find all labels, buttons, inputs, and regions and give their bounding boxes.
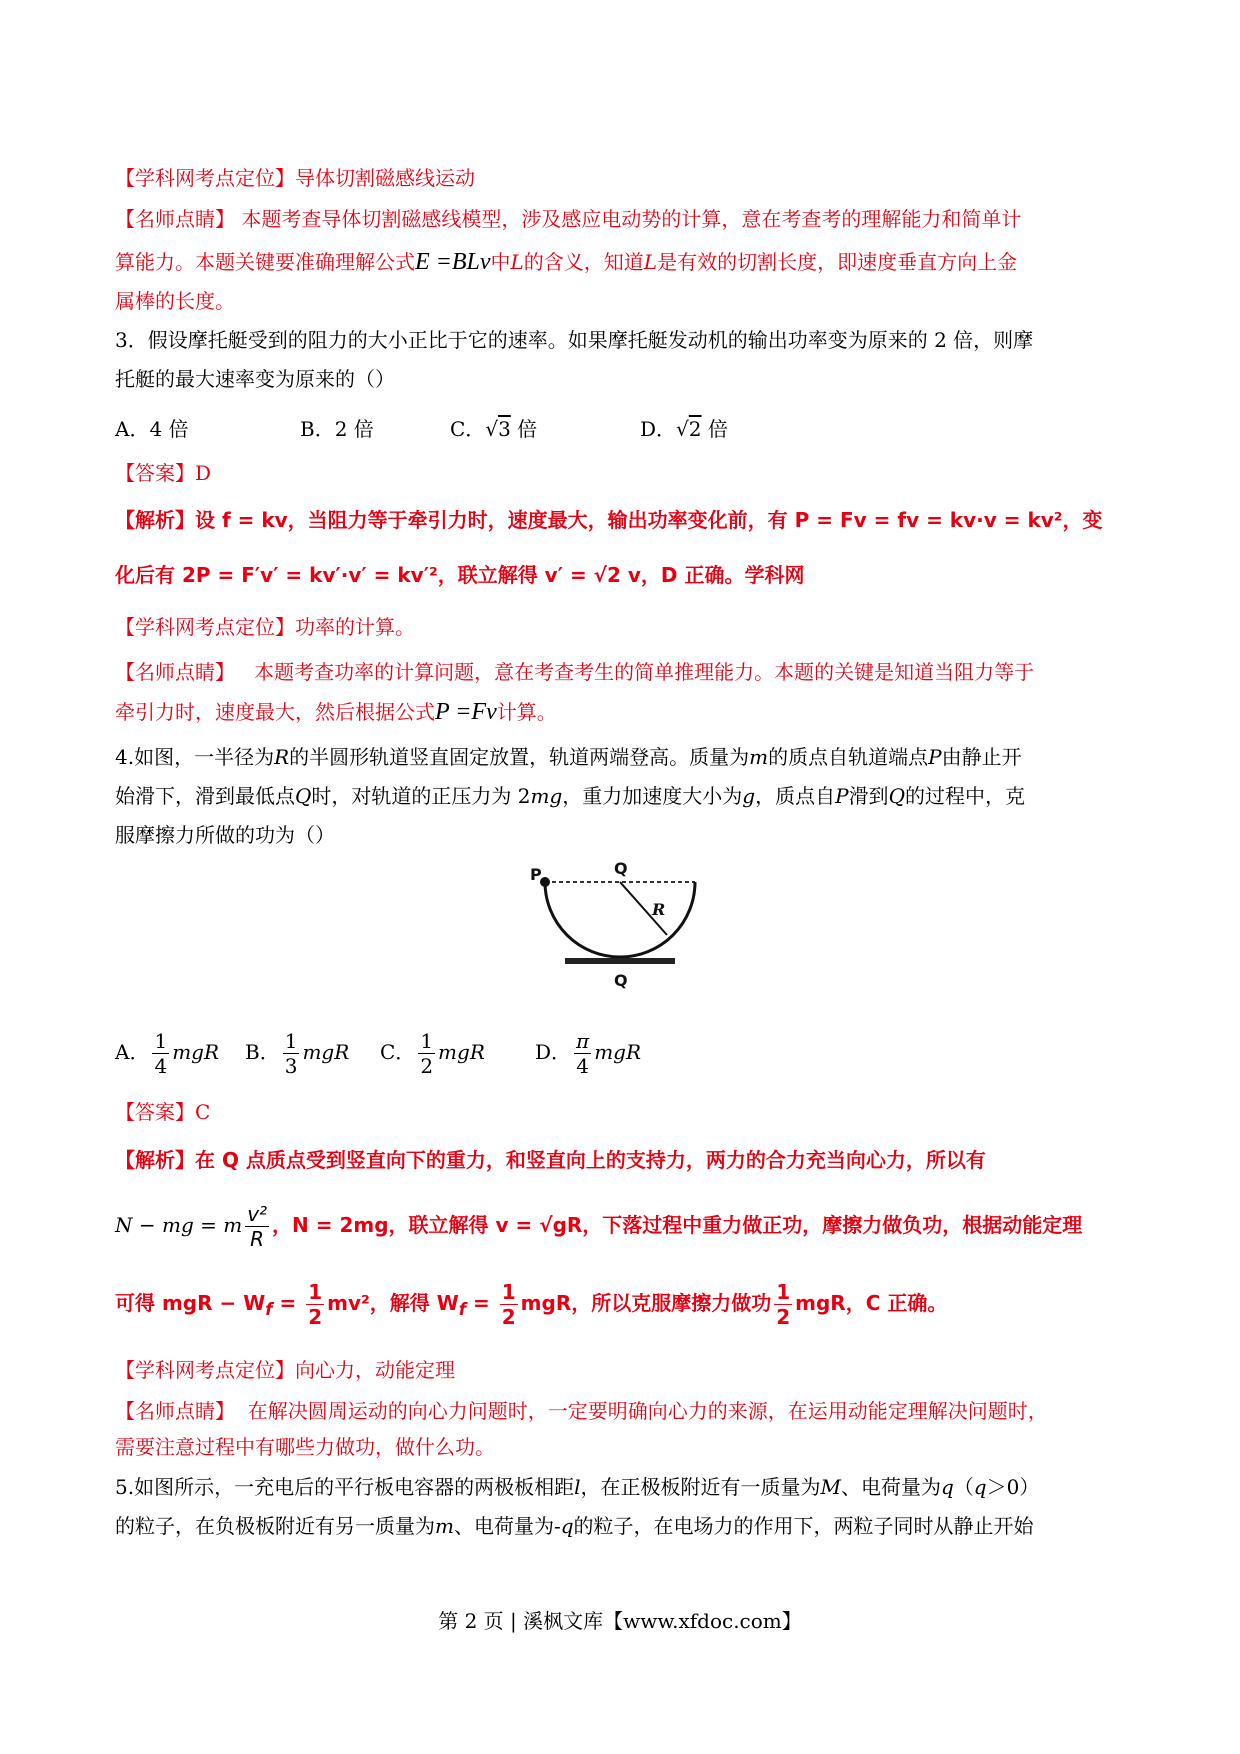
numerator: 1 bbox=[154, 1029, 168, 1053]
q3-topic-line bbox=[115, 612, 1130, 642]
q2-tip-line-2 bbox=[115, 247, 1130, 277]
option-d bbox=[535, 1022, 641, 1082]
option-unit: 倍 bbox=[707, 417, 728, 441]
denominator: R bbox=[250, 1227, 265, 1251]
var-l: L bbox=[643, 250, 658, 274]
var-mgr: mgR bbox=[172, 1040, 220, 1064]
var-p: P bbox=[835, 784, 849, 808]
semicircle-track-figure bbox=[530, 860, 720, 1010]
tip-text: 是有效的切割长度，即速度垂直方向上金 bbox=[657, 250, 1018, 274]
stem-text: 的半圆形轨道竖直固定放置，轨道两端登高。质量为 bbox=[289, 745, 750, 769]
option-b: B．2 倍 bbox=[300, 417, 374, 441]
analysis-text: mgR，所以克服摩擦力做功 bbox=[520, 1291, 772, 1315]
q3-analysis-1 bbox=[115, 505, 1130, 535]
var-l: l bbox=[574, 1475, 581, 1499]
q4-answer bbox=[115, 1097, 1130, 1127]
semicircle-track-diagram bbox=[530, 860, 720, 1010]
option-label: C． bbox=[380, 1040, 416, 1064]
numerator: π bbox=[576, 1029, 590, 1053]
numerator: 1 bbox=[420, 1029, 434, 1053]
q2-topic-line bbox=[115, 163, 1130, 193]
analysis-text: ，N = 2mg，联立解得 v = √gR，下落过程中重力做正功，摩擦力做负功，根据动能定理 bbox=[272, 1213, 1083, 1237]
sqrt-value: 2 bbox=[688, 417, 702, 441]
var-q: q bbox=[973, 1475, 987, 1499]
stem-text: 滑到 bbox=[848, 784, 889, 808]
tip-text: 计算。 bbox=[496, 700, 557, 724]
var-mgr: mgR bbox=[302, 1040, 350, 1064]
fraction bbox=[774, 1280, 792, 1329]
analysis-text: mgR，C 正确。 bbox=[795, 1291, 948, 1315]
option-c bbox=[380, 1022, 535, 1082]
var-mgr: mgR bbox=[594, 1040, 642, 1064]
option-label: A． bbox=[115, 1040, 150, 1064]
fraction bbox=[500, 1280, 518, 1329]
tip-text: 本题考查导体切割磁感线模型，涉及感应电动势的计算，意在考查考的理解能力和简单计 bbox=[241, 207, 1022, 231]
tip-text: 牵引力时，速度最大，然后根据公式 bbox=[115, 700, 435, 724]
formula-pfv: P =Fv bbox=[435, 699, 497, 725]
stem-text: 的质点自轨道端点 bbox=[768, 745, 929, 769]
q4-topic-line bbox=[115, 1355, 1130, 1385]
q3-answer bbox=[115, 458, 1130, 488]
denominator: 3 bbox=[284, 1054, 298, 1078]
var-g: g bbox=[742, 784, 756, 808]
stem-text: 由静止开 bbox=[941, 745, 1022, 769]
fraction bbox=[574, 1029, 591, 1078]
stem-text: 的粒子，在负极板附近有另一质量为 bbox=[115, 1514, 435, 1538]
tip-text: 中 bbox=[490, 250, 511, 274]
topic-text: 导体切割磁感线运动 bbox=[295, 166, 475, 190]
q3-tip-line-1 bbox=[115, 657, 1130, 687]
q3-options bbox=[115, 414, 1130, 444]
numerator: 1 bbox=[308, 1280, 323, 1304]
analysis-text: 【解析】设 f = kv，当阻力等于牵引力时，速度最大，输出功率变化前，有 P = Fv = fv = kv·v = kv²，变 bbox=[115, 508, 1103, 532]
option-label: B． bbox=[245, 1040, 280, 1064]
option-b bbox=[245, 1022, 380, 1082]
analysis-text: = bbox=[272, 1291, 304, 1315]
stem-text: ，在正极板附近有一质量为 bbox=[580, 1475, 821, 1499]
tip-label: 【名师点睛】 bbox=[115, 1399, 235, 1423]
subscript: f bbox=[265, 1300, 273, 1319]
numerator: 1 bbox=[501, 1280, 516, 1304]
denominator: 2 bbox=[420, 1054, 434, 1078]
q5-stem-2 bbox=[115, 1511, 1130, 1541]
option-c: C．√3 倍 bbox=[450, 417, 538, 441]
fraction bbox=[245, 1202, 269, 1251]
option-d: D．√2 倍 bbox=[640, 417, 728, 441]
topic-text: 向心力，动能定理 bbox=[295, 1358, 455, 1382]
topic-label: 【学科网考点定位】 bbox=[115, 1358, 295, 1382]
var-mg: mg bbox=[530, 784, 563, 808]
stem-text: 5.如图所示，一充电后的平行板电容器的两极板相距 bbox=[115, 1475, 575, 1499]
answer-value: C bbox=[195, 1100, 211, 1124]
stem-text: 始滑下，滑到最低点 bbox=[115, 784, 295, 808]
denominator: 2 bbox=[501, 1305, 516, 1329]
var-m: m bbox=[435, 1514, 454, 1538]
stem-text: （ bbox=[953, 1475, 974, 1499]
topic-label: 【学科网考点定位】 bbox=[115, 615, 295, 639]
var-m: m bbox=[749, 745, 769, 769]
label-p: P bbox=[530, 865, 542, 884]
topic-text: 功率的计算。 bbox=[295, 615, 415, 639]
answer-label: 【答案】 bbox=[115, 461, 195, 485]
tip-text: 的含义，知道 bbox=[523, 250, 644, 274]
option-unit: 倍 bbox=[517, 417, 538, 441]
sqrt-value: 3 bbox=[498, 417, 511, 441]
stem-text: 时，对轨道的正压力为 2 bbox=[311, 784, 531, 808]
label-r: R bbox=[652, 900, 666, 919]
denominator: 4 bbox=[154, 1054, 168, 1078]
label-q-bottom: Q bbox=[614, 971, 628, 990]
option-label: D． bbox=[640, 417, 677, 441]
analysis-text: mv²，解得 W bbox=[327, 1291, 459, 1315]
q4-analysis-2 bbox=[115, 1190, 1130, 1260]
q4-analysis-1 bbox=[115, 1145, 1130, 1175]
var-r: R bbox=[274, 745, 290, 769]
option-a: A．4 倍 bbox=[115, 417, 189, 441]
q4-stem-1 bbox=[115, 742, 1130, 772]
stem-text: ＞0） bbox=[986, 1475, 1040, 1499]
answer-label: 【答案】 bbox=[115, 1100, 195, 1124]
ground-support bbox=[565, 958, 675, 964]
stem-text: 、电荷量为- bbox=[453, 1514, 561, 1538]
option-label: C． bbox=[450, 417, 486, 441]
tip-text: 需要注意过程中有哪些力做功，做什么功。 bbox=[115, 1435, 495, 1459]
fraction bbox=[152, 1029, 169, 1078]
denominator: 4 bbox=[576, 1054, 589, 1078]
q2-tip-line-3 bbox=[115, 286, 1130, 316]
stem-text: ，重力加速度大小为 bbox=[562, 784, 743, 808]
var-l: L bbox=[510, 250, 524, 274]
analysis-text: 可得 mgR − W bbox=[115, 1291, 266, 1315]
var-p: P bbox=[928, 745, 942, 769]
q2-tip-line-1 bbox=[115, 204, 1130, 234]
q3-analysis-2 bbox=[115, 560, 1130, 590]
fraction bbox=[306, 1280, 324, 1329]
stem-text: 的粒子，在电场力的作用下，两粒子同时从静止开始 bbox=[573, 1514, 1034, 1538]
denominator: 2 bbox=[776, 1305, 791, 1329]
subscript: f bbox=[458, 1300, 467, 1319]
fraction bbox=[418, 1029, 435, 1078]
numerator: 1 bbox=[284, 1029, 298, 1053]
q3-stem-2 bbox=[115, 364, 1130, 394]
tip-text: 算能力。本题关键要准确理解公式 bbox=[115, 250, 415, 274]
q4-stem-3 bbox=[115, 820, 1130, 850]
label-q-top: Q bbox=[614, 860, 628, 878]
tip-text: 本题考查功率的计算问题，意在考查考生的简单推理能力。本题的关键是知道当阻力等于 bbox=[254, 660, 1035, 684]
var-q: Q bbox=[295, 784, 312, 808]
q3-stem-1 bbox=[115, 325, 1130, 355]
q4-stem-2 bbox=[115, 781, 1130, 811]
stem-text: 的过程中，克 bbox=[904, 784, 1025, 808]
formula-ebl: E =BLv bbox=[415, 249, 491, 275]
tip-text: 属棒的长度。 bbox=[115, 289, 235, 313]
var-m-big: M bbox=[820, 1475, 841, 1499]
q4-tip-line-2 bbox=[115, 1432, 1130, 1462]
formula-text: N − mg = m bbox=[115, 1213, 243, 1237]
analysis-text: = bbox=[466, 1291, 497, 1315]
page-footer: 第 2 页 | 溪枫文库【www.xfdoc.com】 bbox=[438, 1609, 802, 1633]
answer-value: D bbox=[195, 461, 212, 485]
denominator: 2 bbox=[308, 1305, 323, 1329]
var-q: Q bbox=[888, 784, 905, 808]
tip-label: 【名师点睛】 bbox=[115, 660, 235, 684]
var-mgr: mgR bbox=[438, 1040, 485, 1064]
stem-text: 服摩擦力所做的功为（） bbox=[115, 823, 335, 847]
var-q: q bbox=[940, 1475, 954, 1499]
topic-label: 【学科网考点定位】 bbox=[115, 166, 295, 190]
numerator: v² bbox=[247, 1202, 268, 1226]
q4-analysis-3 bbox=[115, 1268, 1130, 1338]
option-a bbox=[115, 1022, 245, 1082]
stem-text: 、电荷量为 bbox=[840, 1475, 941, 1499]
q4-tip-line-1 bbox=[115, 1396, 1130, 1426]
fraction bbox=[283, 1029, 300, 1078]
stem-text: ，质点自 bbox=[755, 784, 836, 808]
numerator: 1 bbox=[776, 1280, 791, 1304]
tip-label: 【名师点睛】 bbox=[115, 207, 235, 231]
stem-text: 4.如图，一半径为 bbox=[115, 745, 275, 769]
q4-options bbox=[115, 1022, 1130, 1082]
stem-text: 3．假设摩托艇受到的阻力的大小正比于它的速率。如果摩托艇发动机的输出功率变为原来的 2 倍，则摩 bbox=[115, 328, 1034, 352]
analysis-text: 【解析】在 Q 点质点受到竖直向下的重力，和竖直向上的支持力，两力的合力充当向心力，所以有 bbox=[115, 1148, 986, 1172]
var-q: q bbox=[560, 1514, 574, 1538]
analysis-text: 化后有 2P = F′v′ = kv′·v′ = kv′²，联立解得 v′ = √2 v，D 正确。学科网 bbox=[115, 563, 805, 587]
option-label: D． bbox=[535, 1040, 572, 1064]
q5-stem-1 bbox=[115, 1472, 1130, 1502]
semicircle-track bbox=[545, 882, 695, 957]
stem-text: 托艇的最大速率变为原来的（） bbox=[115, 367, 395, 391]
tip-text: 在解决圆周运动的向心力问题时，一定要明确向心力的来源，在运用动能定理解决问题时， bbox=[247, 1399, 1048, 1423]
q3-tip-line-2 bbox=[115, 697, 1130, 727]
